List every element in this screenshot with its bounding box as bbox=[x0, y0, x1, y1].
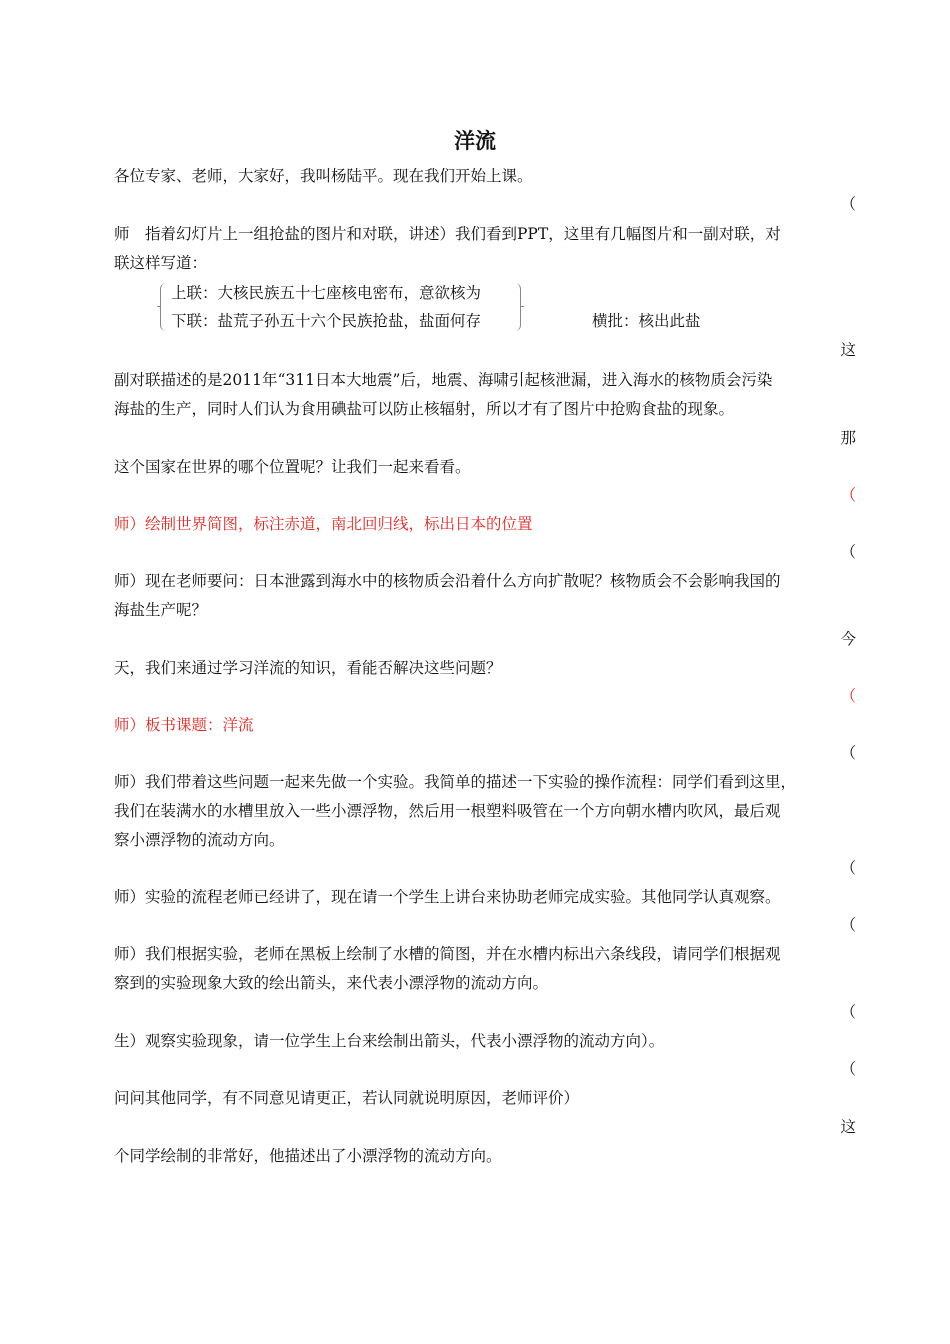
paragraph-line: 副对联描述的是2011年“311日本大地震”后，地震、海啸引起核泄漏，进入海水的核物质会污染 bbox=[114, 371, 773, 389]
paragraph-line: 师）现在老师要问：日本泄露到海水中的核物质会沿着什么方向扩散呢？核物质会不会影响我国的 bbox=[114, 572, 781, 590]
paragraph-mark: （ bbox=[840, 543, 856, 561]
document-title: 洋流 bbox=[454, 128, 496, 153]
paragraph-mark: （ bbox=[840, 1060, 856, 1078]
paragraph-line: 联这样写道： bbox=[114, 254, 208, 272]
paragraph-line: 师 指着幻灯片上一组抢盐的图片和对联，讲述）我们看到PPT，这里有几幅图片和一副对联，对 bbox=[114, 225, 781, 243]
paragraph-line: 察小漂浮物的流动方向。 bbox=[114, 831, 285, 849]
couplet-lower: 下联：盐荒子孙五十六个民族抢盐，盐面何存 bbox=[171, 312, 482, 330]
couplet-upper: 上联：大核民族五十七座核电密布，意欲核为 bbox=[171, 284, 482, 302]
paragraph-mark: 那 bbox=[840, 429, 856, 447]
paragraph-line: 师）我们带着这些问题一起来先做一个实验。我简单的描述一下实验的操作流程：同学们看到这里， bbox=[114, 773, 797, 791]
paragraph-mark: 今 bbox=[840, 630, 856, 648]
paragraph-line: 海盐生产呢？ bbox=[114, 601, 208, 619]
paragraph-line: 师）实验的流程老师已经讲了，现在请一个学生上讲台来协助老师完成实验。其他同学认真观察。 bbox=[114, 888, 781, 906]
intro-line: 各位专家、老师，大家好，我叫杨陆平。现在我们开始上课。 bbox=[114, 167, 533, 185]
paragraph-mark: （ bbox=[840, 859, 856, 877]
paragraph-line: 海盐的生产，同时人们认为食用碘盐可以防止核辐射，所以才有了图片中抢购食盐的现象。 bbox=[114, 400, 735, 418]
paragraph-line: 察到的实验现象大致的绘出箭头，来代表小漂浮物的流动方向。 bbox=[114, 974, 549, 992]
paragraph-line: 师）我们根据实验，老师在黑板上绘制了水槽的简图，并在水槽内标出六条线段，请同学们根据观 bbox=[114, 945, 781, 963]
paragraph-mark: 这 bbox=[840, 1118, 856, 1136]
paragraph-mark: （ bbox=[840, 687, 856, 705]
paragraph-line: 问问其他同学，有不同意见请更正，若认同就说明原因，老师评价） bbox=[114, 1089, 580, 1107]
paragraph-line: 天，我们来通过学习洋流的知识，看能否解决这些问题？ bbox=[114, 659, 502, 677]
paragraph-line: 个同学绘制的非常好，他描述出了小漂浮物的流动方向。 bbox=[114, 1147, 502, 1165]
paragraph-mark: （ bbox=[840, 744, 856, 762]
couplet-brace-right bbox=[512, 283, 521, 331]
paragraph-line: 这个国家在世界的哪个位置呢？让我们一起来看看。 bbox=[114, 458, 471, 476]
couplet-brace-left bbox=[160, 283, 169, 331]
paragraph-mark: （ bbox=[840, 916, 856, 934]
paragraph-line: 生）观察实验现象，请一位学生上台来绘制出箭头，代表小漂浮物的流动方向）。 bbox=[114, 1032, 665, 1050]
paragraph-mark: 这 bbox=[840, 341, 856, 359]
paragraph-mark: （ bbox=[840, 195, 856, 213]
paragraph-line-highlighted: 师）板书课题：洋流 bbox=[114, 716, 254, 734]
paragraph-mark: （ bbox=[840, 1003, 856, 1021]
paragraph-line: 我们在装满水的水槽里放入一些小漂浮物，然后用一根塑料吸管在一个方向朝水槽内吹风，最后观 bbox=[114, 802, 781, 820]
couplet-horizontal: 横批：核出此盐 bbox=[592, 312, 701, 330]
paragraph-line-highlighted: 师）绘制世界简图，标注赤道，南北回归线，标出日本的位置 bbox=[114, 515, 533, 533]
paragraph-mark: （ bbox=[840, 486, 856, 504]
